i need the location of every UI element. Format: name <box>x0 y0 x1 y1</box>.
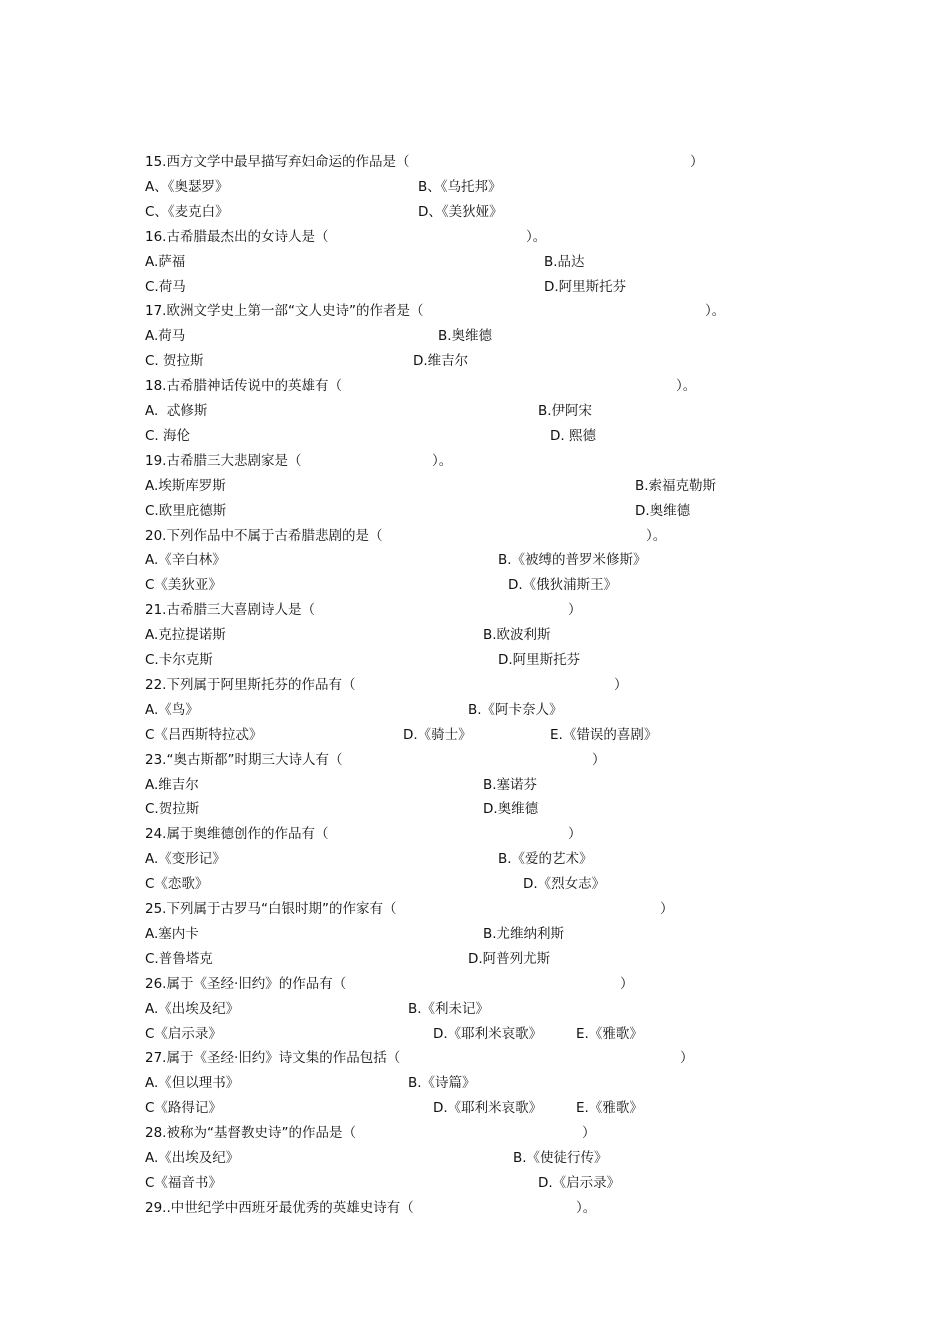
line-text-part: B.奥维德 <box>438 328 493 345</box>
line-text: C《吕西斯特拉忒》 <box>145 726 263 743</box>
line-text: A.塞内卡 <box>145 925 199 942</box>
line-text-part: E.《错误的喜剧》 <box>550 726 658 743</box>
line-text-part: D.阿普列尤斯 <box>468 950 551 967</box>
options-26a <box>0 997 950 1022</box>
question-22 <box>0 673 950 698</box>
line-text: A.《鸟》 <box>145 701 199 718</box>
line-text-part: B.品达 <box>544 253 585 270</box>
question-17 <box>0 299 950 324</box>
line-text: A.《变形记》 <box>145 851 226 868</box>
question-15 <box>0 150 950 175</box>
line-text: C《福音书》 <box>145 1174 222 1191</box>
line-text: C《路得记》 <box>145 1100 222 1117</box>
line-text: C.普鲁塔克 <box>145 950 213 967</box>
line-text: A.《出埃及纪》 <box>145 1000 240 1017</box>
options-15a <box>0 175 950 200</box>
options-24a <box>0 847 950 872</box>
line-text-part: ） <box>614 676 628 693</box>
options-28b <box>0 1171 950 1196</box>
line-text-part: B.《诗篇》 <box>408 1075 476 1092</box>
line-text-part: ） <box>568 602 582 619</box>
question-18 <box>0 374 950 399</box>
question-25 <box>0 897 950 922</box>
line-text-part: D、《美狄娅》 <box>418 203 503 220</box>
options-22a <box>0 698 950 723</box>
line-text: A、《奥瑟罗》 <box>145 178 229 195</box>
options-15b <box>0 200 950 225</box>
options-22b <box>0 723 950 748</box>
options-25b <box>0 947 950 972</box>
question-19 <box>0 449 950 474</box>
question-16 <box>0 225 950 250</box>
line-text-part: ） <box>592 751 606 768</box>
line-text: 16.古希腊最杰出的女诗人是（ <box>145 228 329 245</box>
line-text-part: D.阿里斯托芬 <box>544 278 627 295</box>
options-18b <box>0 424 950 449</box>
line-text: A.维吉尔 <box>145 776 199 793</box>
options-21a <box>0 623 950 648</box>
question-27 <box>0 1046 950 1071</box>
line-text-part: B.欧波利斯 <box>483 627 551 644</box>
line-text-part: D.《耶利米哀歌》 <box>433 1100 543 1117</box>
line-text: 22.下列属于阿里斯托芬的作品有（ <box>145 676 356 693</box>
line-text-part: ） <box>690 154 704 170</box>
line-text: 17.欧洲文学史上第一部“文人史诗”的作者是（ <box>145 303 424 320</box>
line-text: C.荷马 <box>145 278 186 295</box>
line-text-part: ）。 <box>705 303 726 320</box>
line-text-part: D.奥维德 <box>635 502 691 519</box>
line-text-part: ）。 <box>646 527 667 544</box>
options-16a <box>0 250 950 275</box>
line-text-part: ）。 <box>526 228 547 245</box>
line-text: 24.属于奥维德创作的作品有（ <box>145 826 329 843</box>
line-text-part: ） <box>582 1125 596 1142</box>
line-text: A.萨福 <box>145 253 186 270</box>
options-23b <box>0 797 950 822</box>
options-24b <box>0 872 950 897</box>
line-text-part: ）。 <box>676 378 697 395</box>
line-text-part: ） <box>680 1050 694 1067</box>
options-17b <box>0 349 950 374</box>
line-text-part: ）。 <box>432 452 453 469</box>
line-text-part: D.阿里斯托芬 <box>498 652 581 668</box>
options-16b <box>0 275 950 300</box>
line-text: C、《麦克白》 <box>145 203 229 220</box>
options-19b <box>0 499 950 524</box>
line-text: A. 忒修斯 <box>145 403 208 419</box>
line-text-part: B.《使徒行传》 <box>513 1150 608 1166</box>
line-text: 21.古希腊三大喜剧诗人是（ <box>145 602 315 619</box>
options-27a <box>0 1071 950 1096</box>
line-text: C.卡尔克斯 <box>145 652 213 668</box>
question-23 <box>0 748 950 773</box>
line-text-part: D.奥维德 <box>483 801 539 818</box>
line-text-part: D.《启示录》 <box>538 1174 621 1191</box>
options-19a <box>0 474 950 499</box>
question-24 <box>0 822 950 847</box>
line-text-part: D.《烈女志》 <box>523 876 606 893</box>
line-text: A.《出埃及纪》 <box>145 1150 240 1166</box>
question-20 <box>0 524 950 549</box>
options-20a <box>0 548 950 573</box>
line-text-part: B.《爱的艺术》 <box>498 851 593 868</box>
line-text: 23.“奥古斯都”时期三大诗人有（ <box>145 751 343 768</box>
question-21 <box>0 598 950 623</box>
line-text-part: B.《被缚的普罗米修斯》 <box>498 552 647 569</box>
line-text: C. 贺拉斯 <box>145 353 204 370</box>
options-26b <box>0 1022 950 1047</box>
question-28 <box>0 1121 950 1146</box>
line-text-part: ）。 <box>576 1199 597 1216</box>
line-text-part: B.《利未记》 <box>408 1000 490 1017</box>
line-text-part: D. 熙德 <box>550 427 596 444</box>
line-text: A.埃斯库罗斯 <box>145 477 226 494</box>
line-text-part: D.《俄狄浦斯王》 <box>508 577 618 594</box>
options-17a <box>0 324 950 349</box>
options-27b <box>0 1096 950 1121</box>
line-text: 27.属于《圣经·旧约》诗文集的作品包括（ <box>145 1050 401 1067</box>
line-text-part: B、《乌托邦》 <box>418 178 502 195</box>
line-text: 26.属于《圣经·旧约》的作品有（ <box>145 975 347 992</box>
line-text-part: B.伊阿宋 <box>538 403 593 419</box>
line-text: C.欧里庇德斯 <box>145 502 227 519</box>
line-text: C《美狄亚》 <box>145 577 222 594</box>
line-text-part: D.《耶利米哀歌》 <box>433 1025 543 1042</box>
options-28a <box>0 1146 950 1171</box>
line-text-part: D.《骑士》 <box>403 726 472 743</box>
options-18a <box>0 399 950 424</box>
line-text: 20.下列作品中不属于古希腊悲剧的是（ <box>145 527 383 544</box>
line-text: 15.西方文学中最早描写弃妇命运的作品是（ <box>145 154 410 170</box>
question-29 <box>0 1196 950 1221</box>
line-text-part: E.《雅歌》 <box>576 1100 643 1117</box>
line-text-part: D.维吉尔 <box>413 353 469 370</box>
options-21b <box>0 648 950 673</box>
line-text: C.贺拉斯 <box>145 801 200 818</box>
line-text-part: B.塞诺芬 <box>483 776 538 793</box>
line-text-part: B.索福克勒斯 <box>635 477 717 494</box>
line-text: A.《辛白林》 <box>145 552 226 569</box>
options-25a <box>0 922 950 947</box>
line-text-part: ） <box>660 901 674 917</box>
line-text: A.《但以理书》 <box>145 1075 240 1092</box>
line-text: 28.被称为“基督教史诗”的作品是（ <box>145 1125 356 1142</box>
line-text: 19.古希腊三大悲剧家是（ <box>145 452 302 469</box>
line-text-part: ） <box>620 975 634 992</box>
line-text: 29..中世纪学中西班牙最优秀的英雄史诗有（ <box>145 1199 414 1216</box>
line-text-part: E.《雅歌》 <box>576 1025 643 1042</box>
line-text: C. 海伦 <box>145 427 191 444</box>
line-text: A.荷马 <box>145 328 186 345</box>
line-text-part: ） <box>568 826 582 843</box>
line-text-part: B.《阿卡奈人》 <box>468 701 563 718</box>
line-text: 18.古希腊神话传说中的英雄有（ <box>145 378 342 395</box>
line-text: C《启示录》 <box>145 1025 222 1042</box>
line-text: 25.下列属于古罗马“白银时期”的作家有（ <box>145 901 397 917</box>
question-26 <box>0 972 950 997</box>
options-20b <box>0 573 950 598</box>
line-text: C《恋歌》 <box>145 876 209 893</box>
line-text: A.克拉提诺斯 <box>145 627 226 644</box>
line-text-part: B.尤维纳利斯 <box>483 925 565 942</box>
options-23a <box>0 773 950 798</box>
